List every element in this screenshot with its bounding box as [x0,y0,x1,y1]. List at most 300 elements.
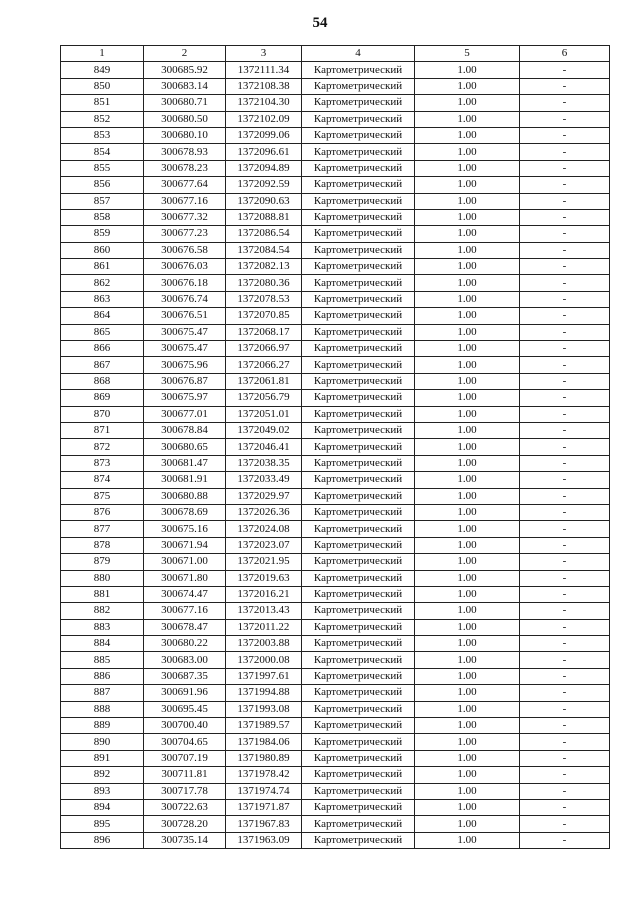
x-coordinate-cell: 300683.00 [144,652,226,668]
note-cell: - [520,504,610,520]
accuracy-cell: 1.00 [415,652,520,668]
point-number-cell: 881 [61,586,144,602]
accuracy-cell: 1.00 [415,767,520,783]
accuracy-cell: 1.00 [415,799,520,815]
y-coordinate-cell: 1372094.89 [226,160,302,176]
method-cell: Картометрический [302,111,415,127]
point-number-cell: 891 [61,750,144,766]
note-cell: - [520,668,610,684]
point-number-cell: 883 [61,619,144,635]
table-row [61,504,610,520]
accuracy-cell: 1.00 [415,127,520,143]
method-cell: Картометрический [302,209,415,225]
y-coordinate-cell: 1372102.09 [226,111,302,127]
x-coordinate-cell: 300671.94 [144,537,226,553]
y-coordinate-cell: 1372023.07 [226,537,302,553]
x-coordinate-cell: 300704.65 [144,734,226,750]
y-coordinate-cell: 1372029.97 [226,488,302,504]
column-header: 3 [226,46,302,62]
accuracy-cell: 1.00 [415,455,520,471]
y-coordinate-cell: 1372082.13 [226,259,302,275]
x-coordinate-cell: 300711.81 [144,767,226,783]
table-row [61,586,610,602]
note-cell: - [520,242,610,258]
x-coordinate-cell: 300685.92 [144,62,226,78]
x-coordinate-cell: 300677.16 [144,193,226,209]
accuracy-cell: 1.00 [415,177,520,193]
note-cell: - [520,718,610,734]
accuracy-cell: 1.00 [415,291,520,307]
accuracy-cell: 1.00 [415,554,520,570]
method-cell: Картометрический [302,177,415,193]
accuracy-cell: 1.00 [415,95,520,111]
method-cell: Картометрический [302,718,415,734]
table-row [61,226,610,242]
table-row [61,144,610,160]
note-cell: - [520,603,610,619]
table-row [61,95,610,111]
table-row [61,537,610,553]
point-number-cell: 875 [61,488,144,504]
y-coordinate-cell: 1371993.08 [226,701,302,717]
method-cell: Картометрический [302,816,415,832]
y-coordinate-cell: 1372111.34 [226,62,302,78]
table-row [61,177,610,193]
y-coordinate-cell: 1372066.27 [226,357,302,373]
y-coordinate-cell: 1372026.36 [226,504,302,520]
note-cell: - [520,652,610,668]
x-coordinate-cell: 300717.78 [144,783,226,799]
method-cell: Картометрический [302,537,415,553]
accuracy-cell: 1.00 [415,275,520,291]
accuracy-cell: 1.00 [415,144,520,160]
x-coordinate-cell: 300680.22 [144,636,226,652]
note-cell: - [520,521,610,537]
method-cell: Картометрический [302,603,415,619]
note-cell: - [520,324,610,340]
y-coordinate-cell: 1371994.88 [226,685,302,701]
x-coordinate-cell: 300675.47 [144,324,226,340]
method-cell: Картометрический [302,685,415,701]
point-number-cell: 887 [61,685,144,701]
point-number-cell: 890 [61,734,144,750]
x-coordinate-cell: 300676.58 [144,242,226,258]
point-number-cell: 878 [61,537,144,553]
note-cell: - [520,783,610,799]
x-coordinate-cell: 300676.74 [144,291,226,307]
y-coordinate-cell: 1372099.06 [226,127,302,143]
point-number-cell: 858 [61,209,144,225]
x-coordinate-cell: 300687.35 [144,668,226,684]
x-coordinate-cell: 300735.14 [144,832,226,848]
table-row [61,406,610,422]
table-row [61,619,610,635]
point-number-cell: 855 [61,160,144,176]
x-coordinate-cell: 300678.69 [144,504,226,520]
y-coordinate-cell: 1372019.63 [226,570,302,586]
y-coordinate-cell: 1372049.02 [226,422,302,438]
y-coordinate-cell: 1372000.08 [226,652,302,668]
method-cell: Картометрический [302,226,415,242]
table-row [61,718,610,734]
y-coordinate-cell: 1372104.30 [226,95,302,111]
x-coordinate-cell: 300680.71 [144,95,226,111]
table-row [61,324,610,340]
table-body [61,62,610,849]
point-number-cell: 849 [61,62,144,78]
note-cell: - [520,209,610,225]
note-cell: - [520,226,610,242]
accuracy-cell: 1.00 [415,422,520,438]
accuracy-cell: 1.00 [415,406,520,422]
y-coordinate-cell: 1372056.79 [226,390,302,406]
accuracy-cell: 1.00 [415,439,520,455]
x-coordinate-cell: 300671.00 [144,554,226,570]
method-cell: Картометрический [302,832,415,848]
point-number-cell: 863 [61,291,144,307]
accuracy-cell: 1.00 [415,472,520,488]
point-number-cell: 885 [61,652,144,668]
accuracy-cell: 1.00 [415,685,520,701]
accuracy-cell: 1.00 [415,504,520,520]
y-coordinate-cell: 1372051.01 [226,406,302,422]
x-coordinate-cell: 300675.97 [144,390,226,406]
y-coordinate-cell: 1371978.42 [226,767,302,783]
table-row [61,652,610,668]
column-header: 2 [144,46,226,62]
method-cell: Картометрический [302,95,415,111]
point-number-cell: 854 [61,144,144,160]
x-coordinate-cell: 300677.16 [144,603,226,619]
accuracy-cell: 1.00 [415,636,520,652]
accuracy-cell: 1.00 [415,193,520,209]
point-number-cell: 859 [61,226,144,242]
x-coordinate-cell: 300675.47 [144,341,226,357]
table-row [61,291,610,307]
y-coordinate-cell: 1372024.08 [226,521,302,537]
method-cell: Картометрический [302,586,415,602]
x-coordinate-cell: 300680.65 [144,439,226,455]
table-row [61,799,610,815]
point-number-cell: 884 [61,636,144,652]
note-cell: - [520,832,610,848]
accuracy-cell: 1.00 [415,226,520,242]
method-cell: Картометрический [302,242,415,258]
method-cell: Картометрический [302,275,415,291]
table-row [61,816,610,832]
table-row [61,422,610,438]
accuracy-cell: 1.00 [415,570,520,586]
note-cell: - [520,570,610,586]
method-cell: Картометрический [302,324,415,340]
y-coordinate-cell: 1372033.49 [226,472,302,488]
table-row [61,455,610,471]
table-row [61,439,610,455]
accuracy-cell: 1.00 [415,390,520,406]
table-row [61,521,610,537]
note-cell: - [520,734,610,750]
x-coordinate-cell: 300674.47 [144,586,226,602]
point-number-cell: 877 [61,521,144,537]
method-cell: Картометрический [302,160,415,176]
note-cell: - [520,62,610,78]
accuracy-cell: 1.00 [415,209,520,225]
x-coordinate-cell: 300691.96 [144,685,226,701]
table-row [61,636,610,652]
point-number-cell: 868 [61,373,144,389]
table-row [61,570,610,586]
y-coordinate-cell: 1372016.21 [226,586,302,602]
point-number-cell: 862 [61,275,144,291]
x-coordinate-cell: 300678.47 [144,619,226,635]
y-coordinate-cell: 1371963.09 [226,832,302,848]
x-coordinate-cell: 300675.16 [144,521,226,537]
table-row [61,734,610,750]
table-row [61,259,610,275]
note-cell: - [520,193,610,209]
table-row [61,275,610,291]
method-cell: Картометрический [302,455,415,471]
note-cell: - [520,619,610,635]
table-row [61,685,610,701]
point-number-cell: 857 [61,193,144,209]
point-number-cell: 892 [61,767,144,783]
table-row [61,390,610,406]
point-number-cell: 896 [61,832,144,848]
x-coordinate-cell: 300677.23 [144,226,226,242]
y-coordinate-cell: 1372080.36 [226,275,302,291]
method-cell: Картометрический [302,259,415,275]
y-coordinate-cell: 1372096.61 [226,144,302,160]
note-cell: - [520,357,610,373]
header-row [61,46,610,62]
accuracy-cell: 1.00 [415,242,520,258]
note-cell: - [520,341,610,357]
x-coordinate-cell: 300681.91 [144,472,226,488]
point-number-cell: 865 [61,324,144,340]
column-header: 5 [415,46,520,62]
note-cell: - [520,308,610,324]
column-header: 6 [520,46,610,62]
accuracy-cell: 1.00 [415,341,520,357]
x-coordinate-cell: 300678.93 [144,144,226,160]
accuracy-cell: 1.00 [415,619,520,635]
x-coordinate-cell: 300677.64 [144,177,226,193]
column-header: 4 [302,46,415,62]
note-cell: - [520,636,610,652]
table-row [61,488,610,504]
x-coordinate-cell: 300678.23 [144,160,226,176]
y-coordinate-cell: 1372090.63 [226,193,302,209]
y-coordinate-cell: 1372108.38 [226,78,302,94]
method-cell: Картометрический [302,78,415,94]
method-cell: Картометрический [302,439,415,455]
method-cell: Картометрический [302,668,415,684]
y-coordinate-cell: 1371984.06 [226,734,302,750]
note-cell: - [520,439,610,455]
x-coordinate-cell: 300676.18 [144,275,226,291]
x-coordinate-cell: 300676.87 [144,373,226,389]
x-coordinate-cell: 300680.88 [144,488,226,504]
point-number-cell: 864 [61,308,144,324]
note-cell: - [520,422,610,438]
note-cell: - [520,799,610,815]
point-number-cell: 872 [61,439,144,455]
note-cell: - [520,259,610,275]
point-number-cell: 851 [61,95,144,111]
table-row [61,127,610,143]
x-coordinate-cell: 300683.14 [144,78,226,94]
accuracy-cell: 1.00 [415,324,520,340]
x-coordinate-cell: 300677.01 [144,406,226,422]
method-cell: Картометрический [302,472,415,488]
x-coordinate-cell: 300700.40 [144,718,226,734]
y-coordinate-cell: 1371980.89 [226,750,302,766]
accuracy-cell: 1.00 [415,816,520,832]
y-coordinate-cell: 1372078.53 [226,291,302,307]
table-row [61,209,610,225]
method-cell: Картометрический [302,193,415,209]
x-coordinate-cell: 300678.84 [144,422,226,438]
method-cell: Картометрический [302,341,415,357]
table-row [61,373,610,389]
method-cell: Картометрический [302,570,415,586]
method-cell: Картометрический [302,390,415,406]
accuracy-cell: 1.00 [415,668,520,684]
y-coordinate-cell: 1372046.41 [226,439,302,455]
accuracy-cell: 1.00 [415,718,520,734]
method-cell: Картометрический [302,636,415,652]
y-coordinate-cell: 1372038.35 [226,455,302,471]
x-coordinate-cell: 300675.96 [144,357,226,373]
note-cell: - [520,177,610,193]
y-coordinate-cell: 1371989.57 [226,718,302,734]
accuracy-cell: 1.00 [415,373,520,389]
method-cell: Картометрический [302,62,415,78]
table-row [61,341,610,357]
x-coordinate-cell: 300676.03 [144,259,226,275]
table-row [61,78,610,94]
table-row [61,357,610,373]
note-cell: - [520,111,610,127]
table-row [61,783,610,799]
point-number-cell: 880 [61,570,144,586]
x-coordinate-cell: 300681.47 [144,455,226,471]
accuracy-cell: 1.00 [415,537,520,553]
note-cell: - [520,472,610,488]
table-header [61,46,610,62]
y-coordinate-cell: 1372070.85 [226,308,302,324]
table-row [61,62,610,78]
point-number-cell: 852 [61,111,144,127]
table-row [61,242,610,258]
point-number-cell: 886 [61,668,144,684]
table-row [61,554,610,570]
note-cell: - [520,488,610,504]
note-cell: - [520,685,610,701]
method-cell: Картометрический [302,701,415,717]
note-cell: - [520,767,610,783]
note-cell: - [520,390,610,406]
point-number-cell: 876 [61,504,144,520]
x-coordinate-cell: 300680.50 [144,111,226,127]
coordinates-table [60,45,610,849]
y-coordinate-cell: 1371974.74 [226,783,302,799]
note-cell: - [520,537,610,553]
method-cell: Картометрический [302,406,415,422]
y-coordinate-cell: 1372084.54 [226,242,302,258]
point-number-cell: 866 [61,341,144,357]
x-coordinate-cell: 300671.80 [144,570,226,586]
x-coordinate-cell: 300722.63 [144,799,226,815]
method-cell: Картометрический [302,750,415,766]
table-row [61,832,610,848]
point-number-cell: 888 [61,701,144,717]
accuracy-cell: 1.00 [415,832,520,848]
method-cell: Картометрический [302,652,415,668]
point-number-cell: 869 [61,390,144,406]
y-coordinate-cell: 1372013.43 [226,603,302,619]
accuracy-cell: 1.00 [415,357,520,373]
y-coordinate-cell: 1372011.22 [226,619,302,635]
note-cell: - [520,750,610,766]
note-cell: - [520,127,610,143]
y-coordinate-cell: 1371971.87 [226,799,302,815]
point-number-cell: 871 [61,422,144,438]
accuracy-cell: 1.00 [415,308,520,324]
point-number-cell: 889 [61,718,144,734]
note-cell: - [520,701,610,717]
point-number-cell: 874 [61,472,144,488]
y-coordinate-cell: 1372021.95 [226,554,302,570]
method-cell: Картометрический [302,308,415,324]
accuracy-cell: 1.00 [415,734,520,750]
x-coordinate-cell: 300680.10 [144,127,226,143]
table-row [61,668,610,684]
y-coordinate-cell: 1372061.81 [226,373,302,389]
method-cell: Картометрический [302,554,415,570]
table-row [61,160,610,176]
note-cell: - [520,78,610,94]
table-row [61,308,610,324]
method-cell: Картометрический [302,373,415,389]
method-cell: Картометрический [302,734,415,750]
method-cell: Картометрический [302,357,415,373]
table-row [61,111,610,127]
x-coordinate-cell: 300677.32 [144,209,226,225]
note-cell: - [520,586,610,602]
x-coordinate-cell: 300728.20 [144,816,226,832]
table-row [61,193,610,209]
note-cell: - [520,455,610,471]
point-number-cell: 860 [61,242,144,258]
column-header: 1 [61,46,144,62]
table-row [61,750,610,766]
note-cell: - [520,406,610,422]
table-row [61,701,610,717]
x-coordinate-cell: 300707.19 [144,750,226,766]
method-cell: Картометрический [302,422,415,438]
point-number-cell: 873 [61,455,144,471]
point-number-cell: 856 [61,177,144,193]
point-number-cell: 850 [61,78,144,94]
point-number-cell: 861 [61,259,144,275]
accuracy-cell: 1.00 [415,521,520,537]
note-cell: - [520,373,610,389]
note-cell: - [520,816,610,832]
accuracy-cell: 1.00 [415,78,520,94]
method-cell: Картометрический [302,521,415,537]
